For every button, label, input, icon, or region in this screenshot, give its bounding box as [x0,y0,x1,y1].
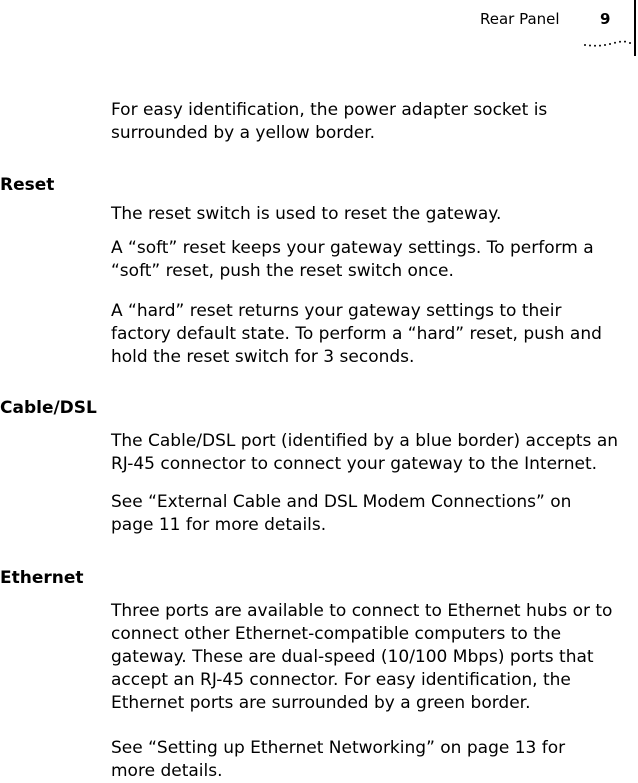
reset-paragraph-2 [111,237,636,283]
text-line: RJ-45 connector to connect your gateway to the Internet. [111,454,598,474]
text-line: Three ports are available to connect to Ethernet hubs or to [111,601,613,621]
text-line: factory default state. To perform a “hard” reset, push and [111,324,602,344]
text-line: A “hard” reset returns your gateway settings to their [111,301,562,321]
text-line: “soft” reset, push the reset switch once. [111,261,454,281]
text-line: gateway. These are dual-speed (10/100 Mbps) ports that [111,647,594,667]
reset-heading: Reset [0,175,55,195]
text-line: See “Setting up Ethernet Networking” on page 13 for [111,738,566,758]
text-line: hold the reset switch for 3 seconds. [111,347,415,367]
dotted-decoration-icon [582,32,634,52]
intro-paragraph [111,99,636,145]
text-line: The reset switch is used to reset the gateway. [111,204,502,224]
ethernet-heading: Ethernet [0,568,84,588]
reset-paragraph-1 [111,203,636,226]
text-line: connect other Ethernet-compatible computers to the [111,624,562,644]
text-line: See “External Cable and DSL Modem Connections” on [111,492,572,512]
text-line: accept an RJ-45 connector. For easy identification, the [111,670,571,690]
header-section-title: Rear Panel [480,10,560,28]
cable-dsl-paragraph-1 [111,430,636,476]
ethernet-paragraph-1 [111,600,636,715]
text-line: page 11 for more details. [111,515,327,535]
page-number: 9 [600,10,611,28]
text-line: A “soft” reset keeps your gateway settings. To perform a [111,238,594,258]
text-line: more details. [111,761,223,781]
text-line: The Cable/DSL port (identified by a blue border) accepts an [111,431,619,451]
header-rule [634,0,636,56]
text-line: Ethernet ports are surrounded by a green border. [111,693,531,713]
ethernet-paragraph-2 [111,737,636,783]
text-line: For easy identification, the power adapter socket is [111,100,548,120]
cable-dsl-paragraph-2 [111,491,636,537]
text-line: surrounded by a yellow border. [111,123,376,143]
cable-dsl-heading: Cable/DSL [0,398,97,418]
reset-paragraph-3 [111,300,636,369]
